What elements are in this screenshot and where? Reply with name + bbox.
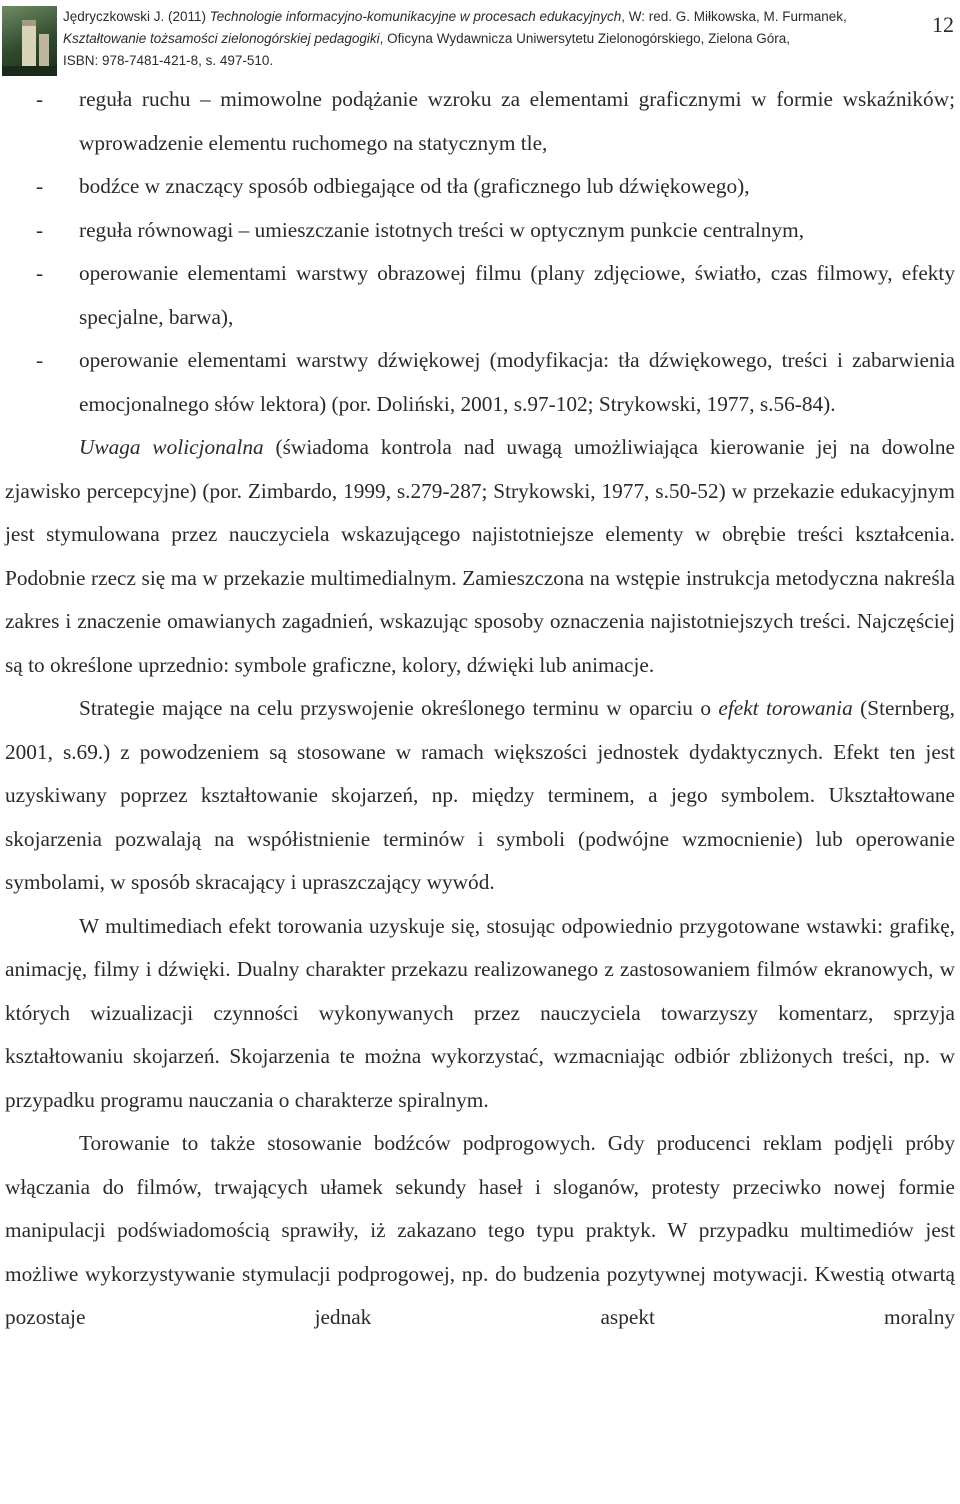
bullet-dash: -: [36, 174, 44, 198]
page-header: [0, 0, 960, 80]
bullet-text: operowanie elementami warstwy obrazowej filmu (plany zdjęciowe, światło, czas filmowy, efekty specjalne, barwa),: [79, 261, 955, 329]
paragraph-multimedia-priming: W multimediach efekt torowania uzyskuje się, stosując odpowiednio przygotowane wstawki: grafikę, animację, filmy i dźwięki. Dualny charakter przekazu realizowanego z zastosowaniem filmów ekranowych, w których wizualizacji czynności wykonywanych przez nauczyciela towarzyszy komentarz, sprzyja kształtowaniu skojarzeń. Skojarzenia te można wykorzystać, wzmacniając odbiór zbliżonych treści, np. w przypadku programu nauczania o charakterze spiralnym.: [5, 913, 955, 1112]
bullet-dash: -: [36, 87, 44, 111]
bullet-text: bodźce w znaczący sposób odbiegające od tła (graficznego lub dźwiękowego),: [79, 174, 750, 198]
citation-header: [63, 6, 847, 72]
paragraph-priming-strategies: Strategie mające na celu przyswojenie określonego terminu w oparciu o efekt torowania (Sternberg, 2001, s.69.) z powodzeniem są stosowane w ramach większości jednostek dydaktycznych. Efekt ten jest uzyskiwany poprzez kształtowanie skojarzeń, np. między terminem, a jego symbolem. Ukształtowane skojarzenia pozwalają na współistnienie terminów i symboli (podwójne wzmocnienie) lub operowanie symbolami, w sposób skracający i upraszczający wywód.: [5, 696, 955, 894]
bullet-item: [5, 339, 955, 426]
bullet-text: reguła ruchu – mimowolne podążanie wzroku za elementami graficznymi w formie wskaźników; wprowadzenie elementu ruchomego na statycznym tle,: [79, 87, 955, 155]
bullet-item: [5, 78, 955, 165]
citation-line-1: Jędryczkowski J. (2011) Technologie informacyjno-komunikacyjne w procesach edukacyjnych, W: red. G. Miłkowska, M. Furmanek,: [63, 9, 847, 24]
bullet-text: operowanie elementami warstwy dźwiękowej (modyfikacja: tła dźwiękowego, treści i zabarwienia emocjonalnego słów lektora) (por. Doliński, 2001, s.97-102; Strykowski, 1977, s.56-84).: [79, 348, 955, 416]
page-number: 12: [932, 12, 954, 37]
citation-line-3: ISBN: 978-7481-421-8, s. 497-510.: [63, 53, 274, 68]
bullet-item: [5, 209, 955, 253]
page-body: [5, 78, 955, 1340]
bullet-dash: -: [36, 348, 44, 372]
paragraph-voluntary-attention: Uwaga wolicjonalna (świadoma kontrola nad uwagą umożliwiająca kierowanie jej na dowolne zjawisko percepcyjne) (por. Zimbardo, 1999, s.279-287; Strykowski, 1977, s.50-52) w przekazie edukacyjnym jest stymulowana przez nauczyciela wskazującego najistotniejsze elementy w obrębie treści kształcenia. Podobnie rzecz się ma w przekazie multimedialnym. Zamieszczona na wstępie instrukcja metodyczna nakreśla zakres i znaczenie omawianych zagadnień, wskazując sposoby oznaczenia najistotniejszych treści. Najczęściej są to określone uprzednio: symbole graficzne, kolory, dźwięki lub animacje.: [5, 435, 955, 677]
bullet-item: [5, 252, 955, 339]
bullet-text: reguła równowagi – umieszczanie istotnych treści w optycznym punkcie centralnym,: [79, 217, 805, 242]
paragraph-subliminal-stimuli: Torowanie to także stosowanie bodźców podprogowych. Gdy producenci reklam podjęli próby włączania do filmów, trwających ułamek sekundy haseł i sloganów, protesty przeciwko nowej formie manipulacji podświadomością sprawiły, iż zakazano tego typu praktyk. W przypadku multimediów jest możliwe wykorzystywanie stymulacji podprogowej, np. do budzenia pozytywnej motywacji. Kwestią otwartą pozostaje jednak aspekt moralny: [5, 1131, 955, 1329]
bullet-item: [5, 165, 955, 209]
bullet-dash: -: [36, 261, 44, 285]
citation-line-2: Kształtowanie tożsamości zielonogórskiej pedagogiki, Oficyna Wydawnicza Uniwersytetu Zielonogórskiego, Zielona Góra,: [63, 31, 790, 46]
university-building-logo-icon: [2, 6, 57, 76]
bullet-dash: -: [36, 217, 44, 242]
